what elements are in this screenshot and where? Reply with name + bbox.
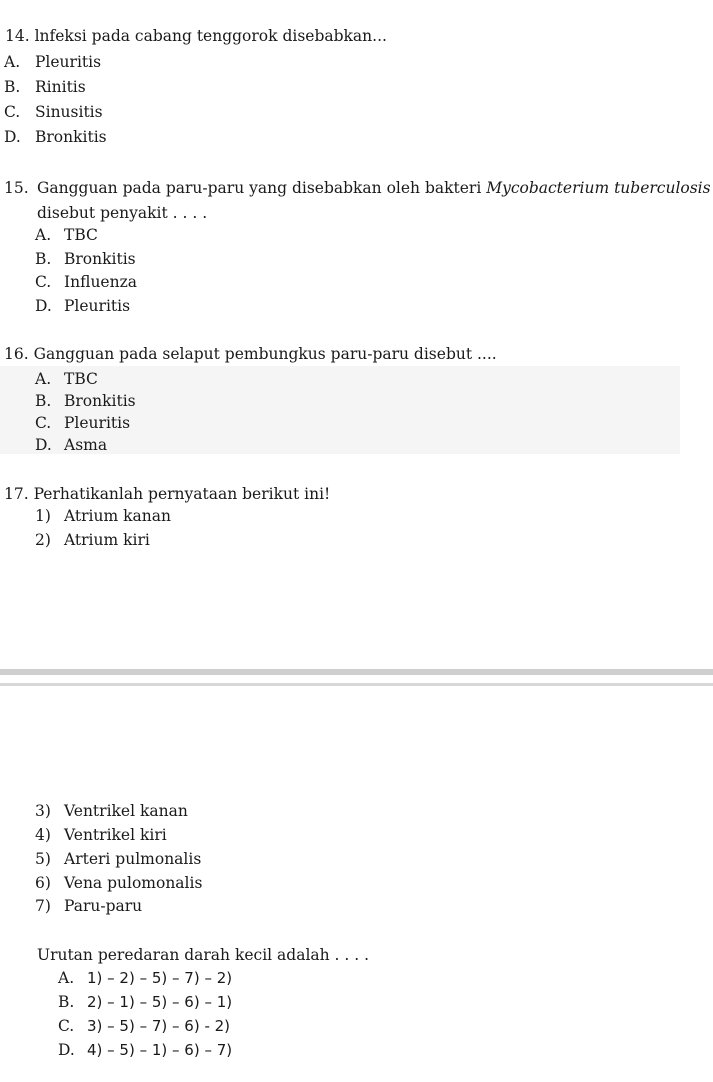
q17-prompt: Urutan peredaran darah kecil adalah . . . . [37, 946, 370, 964]
q16-option-c: C. Pleuritis [35, 414, 131, 432]
q17-option-d: D. 4) – 5) – 1) – 6) – 7) [58, 1041, 233, 1059]
q14-option-a: A. Pleuritis [4, 53, 102, 71]
q15-option-d: D. Pleuritis [35, 297, 131, 315]
q17-option-b: B. 2) – 1) – 5) – 6) – 1) [58, 993, 233, 1011]
question-16-text: 16. Gangguan pada selaput pembungkus paru-paru disebut .... [4, 345, 497, 363]
q15-option-b: B. Bronkitis [35, 250, 136, 268]
question-14-text: 14. lnfeksi pada cabang tenggorok disebabkan... [5, 27, 387, 45]
q17-statement: 7) Paru-paru [35, 897, 143, 915]
q17-option-c: C. 3) – 5) – 7) – 6) - 2) [58, 1017, 231, 1035]
q14-option-b: B. Rinitis [4, 78, 86, 96]
q16-option-a: A. TBC [35, 370, 98, 388]
q14-option-d: D. Bronkitis [4, 128, 107, 146]
q16-option-d: D. Asma [35, 436, 108, 454]
q17-statement: 6) Vena pulomonalis [35, 874, 203, 892]
q14-option-c: C. Sinusitis [4, 103, 103, 121]
q15-option-c: C. Influenza [35, 273, 137, 291]
q17-statement: 1) Atrium kanan [35, 507, 171, 525]
page-divider [0, 669, 713, 675]
q17-statement: 3) Ventrikel kanan [35, 802, 188, 820]
q17-option-a: A. 1) – 2) – 5) – 7) – 2) [58, 969, 233, 987]
question-17-text: 17. Perhatikanlah pernyataan berikut ini! [4, 485, 331, 503]
page-divider [0, 683, 713, 686]
question-15-text: 15. Gangguan pada paru-paru yang disebabkan oleh bakteri Mycobacterium tuberculosis [4, 179, 711, 197]
question-15-line2: disebut penyakit . . . . [37, 204, 208, 222]
q15-option-a: A. TBC [35, 226, 98, 244]
q17-statement: 2) Atrium kiri [35, 531, 150, 549]
q17-statement: 4) Ventrikel kiri [35, 826, 167, 844]
q16-option-b: B. Bronkitis [35, 392, 136, 410]
q17-statement: 5) Arteri pulmonalis [35, 850, 202, 868]
